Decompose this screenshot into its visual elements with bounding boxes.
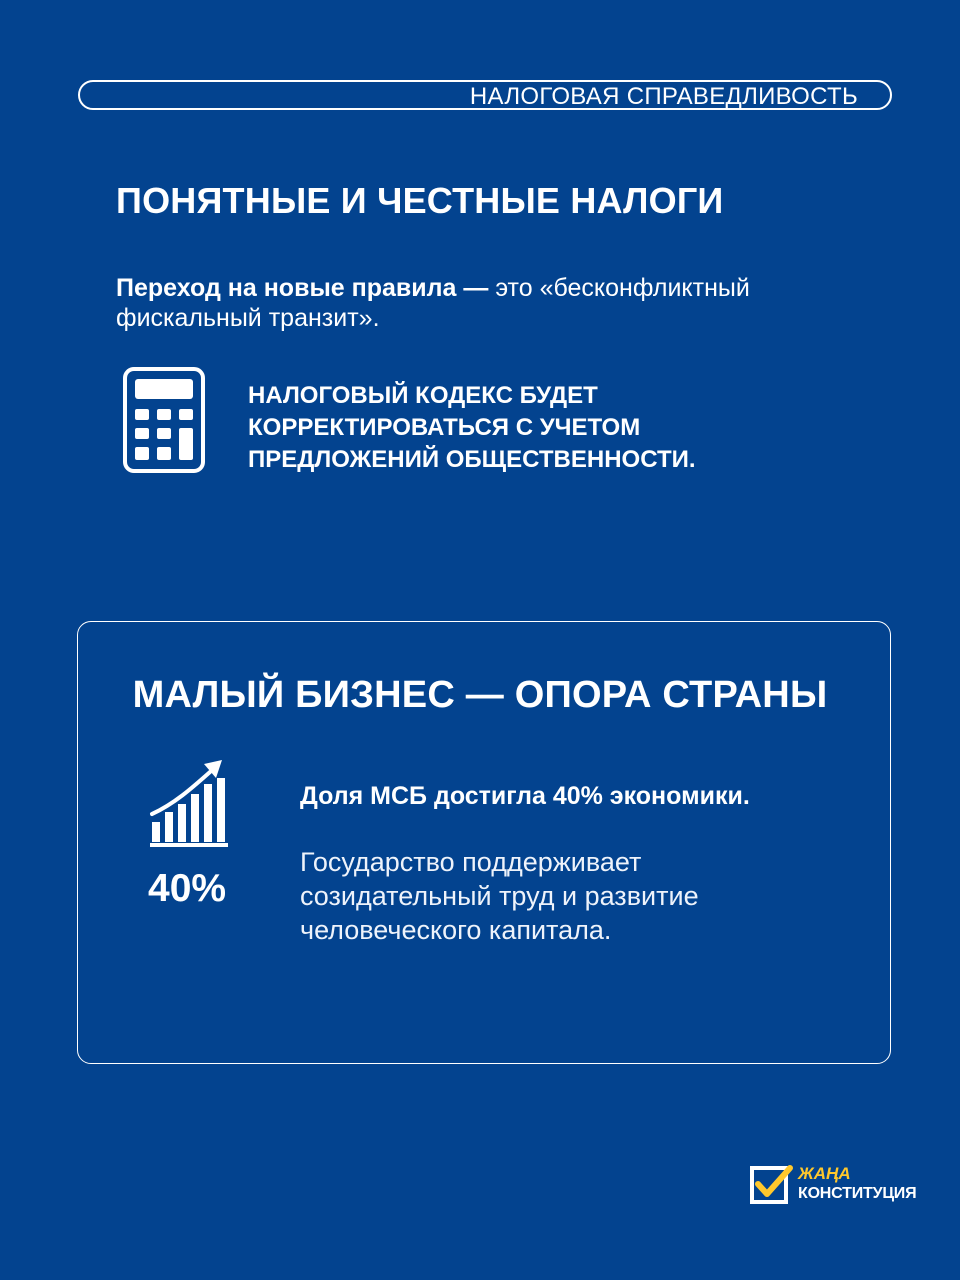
checkbox-check-icon (750, 1164, 794, 1206)
logo-text-top: ЖАҢА (798, 1164, 851, 1183)
section-tag (78, 80, 892, 110)
callout-line: ПРЕДЛОЖЕНИЙ ОБЩЕСТВЕННОСТИ. (248, 446, 696, 473)
big-percentage: 40% (148, 867, 227, 910)
description-line: Государство поддерживает (300, 847, 642, 877)
intro-bold-text: Переход на новые правила — (116, 274, 489, 302)
intro-paragraph (116, 273, 836, 333)
description-line: человеческого капитала. (300, 915, 612, 945)
growth-chart-icon (148, 758, 230, 848)
intro-rest-text: это «бесконфликтный фискальный транзит». (116, 274, 750, 332)
support-description (300, 845, 699, 947)
section-title-small-business: МАЛЫЙ БИЗНЕС — ОПОРА СТРАНЫ (132, 674, 828, 716)
section-title-taxes: ПОНЯТНЫЕ И ЧЕСТНЫЕ НАЛОГИ (116, 180, 724, 221)
section-tag-label: НАЛОГОВАЯ СПРАВЕДЛИВОСТЬ (469, 83, 858, 110)
logo-text-bottom: КОНСТИТУЦИЯ (798, 1185, 917, 1202)
calculator-icon (123, 367, 205, 473)
sme-share-statement: Доля МСБ достигла 40% экономики. (300, 782, 750, 810)
callout-line: НАЛОГОВЫЙ КОДЕКС БУДЕТ (248, 382, 598, 409)
callout-line: КОРРЕКТИРОВАТЬСЯ С УЧЕТОМ (248, 414, 641, 441)
description-line: созидательный труд и развитие (300, 881, 699, 911)
zhana-konstitutsiya-logo (750, 1164, 917, 1208)
tax-code-callout (248, 380, 696, 476)
